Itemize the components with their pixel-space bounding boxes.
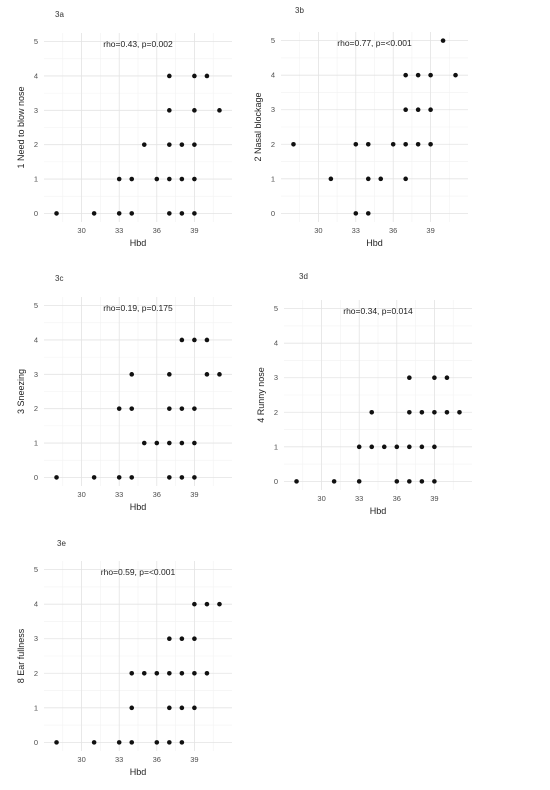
y-tick-label: 1: [33, 174, 38, 184]
y-tick-label: 0: [33, 472, 38, 482]
data-point: [332, 479, 337, 484]
data-point: [432, 410, 437, 415]
x-tick-label: 36: [389, 226, 398, 235]
scatter-plot-3e: [0, 524, 275, 790]
x-axis-title: Hbd: [129, 767, 147, 777]
y-axis-title: 2 Nasal blockage: [253, 92, 263, 162]
data-point: [129, 706, 134, 711]
panel-label-3c: 3c: [55, 274, 64, 283]
data-point: [129, 177, 134, 182]
data-point: [142, 671, 147, 676]
data-point: [205, 74, 210, 79]
data-point: [192, 706, 197, 711]
x-tick-label: 39: [190, 226, 199, 235]
data-point: [155, 177, 160, 182]
data-point: [366, 142, 371, 147]
data-point: [403, 107, 408, 112]
x-tick-label: 30: [77, 490, 86, 499]
data-point: [180, 475, 185, 480]
data-point: [167, 406, 172, 411]
y-axis-title: 4 Runny nose: [256, 367, 266, 423]
y-tick-label: 2: [273, 407, 278, 417]
data-point: [395, 445, 400, 450]
data-point: [407, 445, 412, 450]
y-tick-label: 2: [33, 668, 38, 678]
data-point: [54, 211, 59, 216]
data-point: [117, 406, 122, 411]
data-point: [167, 74, 172, 79]
data-point: [117, 740, 122, 745]
data-point: [407, 375, 412, 380]
y-axis-title: 3 Sneezing: [16, 368, 26, 415]
data-point: [217, 372, 222, 377]
data-point: [217, 108, 222, 113]
data-point: [192, 602, 197, 607]
data-point: [129, 372, 134, 377]
data-point: [167, 706, 172, 711]
data-point: [192, 74, 197, 79]
x-axis-title: Hbd: [129, 238, 147, 248]
panel-label-3a: 3a: [55, 10, 64, 19]
data-point: [192, 406, 197, 411]
panel-label-3e: 3e: [57, 539, 66, 548]
data-point: [391, 142, 396, 147]
y-tick-label: 5: [33, 37, 38, 47]
data-point: [357, 445, 362, 450]
data-point: [54, 475, 59, 480]
data-point: [357, 479, 362, 484]
data-point: [167, 211, 172, 216]
data-point: [155, 441, 160, 446]
data-point: [129, 406, 134, 411]
data-point: [217, 602, 222, 607]
data-point: [117, 177, 122, 182]
y-tick-label: 3: [33, 369, 38, 379]
data-point: [354, 211, 359, 216]
data-point: [403, 177, 408, 182]
data-point: [192, 636, 197, 641]
panel-3a: [0, 0, 275, 262]
data-point: [420, 445, 425, 450]
data-point: [117, 475, 122, 480]
correlation-annotation: rho=0.77, p=<0.001: [337, 38, 412, 48]
y-tick-label: 4: [273, 338, 278, 348]
y-tick-label: 4: [33, 71, 38, 81]
x-tick-label: 39: [190, 755, 199, 764]
data-point: [92, 475, 97, 480]
data-point: [403, 142, 408, 147]
x-tick-label: 33: [351, 226, 360, 235]
panel-3c: [0, 262, 275, 524]
data-point: [382, 445, 387, 450]
x-tick-label: 33: [115, 755, 124, 764]
x-axis-title: Hbd: [369, 506, 387, 516]
y-tick-label: 2: [33, 404, 38, 414]
data-point: [180, 142, 185, 147]
data-point: [155, 671, 160, 676]
data-point: [129, 740, 134, 745]
x-axis-title: Hbd: [366, 238, 383, 248]
data-point: [129, 475, 134, 480]
y-tick-label: 0: [273, 476, 278, 486]
panel-3b: [253, 0, 550, 262]
y-tick-label: 5: [33, 301, 38, 311]
data-point: [167, 636, 172, 641]
scatter-plot-3a: [0, 0, 275, 262]
data-point: [441, 38, 446, 43]
data-point: [180, 671, 185, 676]
data-point: [180, 706, 185, 711]
data-point: [205, 671, 210, 676]
x-axis-title: Hbd: [129, 502, 147, 512]
correlation-annotation: rho=0.43, p=0.002: [103, 39, 173, 49]
y-tick-label: 3: [270, 105, 275, 115]
scatter-plot-3c: [0, 262, 275, 524]
data-point: [167, 671, 172, 676]
data-point: [192, 177, 197, 182]
data-point: [155, 740, 160, 745]
data-point: [167, 441, 172, 446]
data-point: [395, 479, 400, 484]
x-tick-label: 33: [115, 490, 124, 499]
x-tick-label: 36: [152, 490, 161, 499]
data-point: [92, 740, 97, 745]
data-point: [420, 479, 425, 484]
y-tick-label: 3: [33, 105, 38, 115]
y-tick-label: 5: [33, 565, 38, 575]
data-point: [432, 479, 437, 484]
y-tick-label: 0: [33, 208, 38, 218]
data-point: [180, 211, 185, 216]
data-point: [167, 740, 172, 745]
data-point: [92, 211, 97, 216]
data-point: [180, 636, 185, 641]
x-tick-label: 30: [314, 226, 323, 235]
y-tick-label: 0: [33, 737, 38, 747]
data-point: [180, 740, 185, 745]
data-point: [180, 406, 185, 411]
data-point: [445, 410, 450, 415]
data-point: [192, 475, 197, 480]
x-tick-label: 36: [152, 755, 161, 764]
data-point: [453, 73, 458, 78]
data-point: [192, 671, 197, 676]
x-tick-label: 36: [152, 226, 161, 235]
data-point: [167, 142, 172, 147]
data-point: [129, 211, 134, 216]
data-point: [369, 410, 374, 415]
x-tick-label: 30: [317, 494, 326, 503]
data-point: [294, 479, 299, 484]
x-tick-label: 39: [426, 226, 435, 235]
x-tick-label: 33: [115, 226, 124, 235]
data-point: [445, 375, 450, 380]
data-point: [291, 142, 296, 147]
data-point: [407, 410, 412, 415]
data-point: [428, 142, 433, 147]
y-tick-label: 4: [33, 599, 38, 609]
data-point: [369, 445, 374, 450]
x-tick-label: 39: [190, 490, 199, 499]
data-point: [366, 211, 371, 216]
correlation-annotation: rho=0.19, p=0.175: [103, 303, 173, 313]
data-point: [192, 142, 197, 147]
data-point: [366, 177, 371, 182]
data-point: [167, 475, 172, 480]
y-tick-label: 0: [270, 208, 275, 218]
x-tick-label: 39: [430, 494, 439, 503]
x-tick-label: 36: [392, 494, 401, 503]
data-point: [432, 445, 437, 450]
y-tick-label: 5: [270, 36, 275, 46]
scatter-plot-3b: [253, 0, 550, 262]
y-tick-label: 1: [270, 174, 275, 184]
data-point: [354, 142, 359, 147]
data-point: [432, 375, 437, 380]
data-point: [180, 441, 185, 446]
data-point: [420, 410, 425, 415]
data-point: [167, 108, 172, 113]
data-point: [378, 177, 383, 182]
data-point: [428, 73, 433, 78]
data-point: [416, 107, 421, 112]
data-point: [142, 441, 147, 446]
y-tick-label: 2: [33, 140, 38, 150]
data-point: [167, 177, 172, 182]
y-tick-label: 4: [33, 335, 38, 345]
data-point: [167, 372, 172, 377]
data-point: [142, 142, 147, 147]
panel-label-3d: 3d: [299, 272, 308, 281]
data-point: [117, 211, 122, 216]
y-tick-label: 4: [270, 70, 275, 80]
data-point: [192, 108, 197, 113]
correlation-annotation: rho=0.59, p=<0.001: [100, 567, 176, 577]
y-tick-label: 2: [270, 139, 275, 149]
y-axis-title: 8 Ear fullness: [16, 628, 26, 684]
y-tick-label: 3: [33, 634, 38, 644]
data-point: [180, 338, 185, 343]
data-point: [428, 107, 433, 112]
data-point: [180, 177, 185, 182]
y-tick-label: 5: [273, 304, 278, 314]
scatter-plot-3d: [256, 262, 550, 524]
data-point: [416, 142, 421, 147]
x-tick-label: 30: [77, 755, 86, 764]
data-point: [205, 338, 210, 343]
panel-3d: [256, 262, 550, 524]
data-point: [192, 441, 197, 446]
data-point: [192, 211, 197, 216]
y-axis-title: 1 Need to blow nose: [16, 86, 26, 169]
data-point: [192, 338, 197, 343]
data-point: [416, 73, 421, 78]
data-point: [457, 410, 462, 415]
x-tick-label: 30: [77, 226, 86, 235]
data-point: [205, 372, 210, 377]
y-tick-label: 3: [273, 373, 278, 383]
data-point: [407, 479, 412, 484]
correlation-annotation: rho=0.34, p=0.014: [343, 306, 413, 316]
y-tick-label: 1: [273, 442, 278, 452]
panel-label-3b: 3b: [295, 6, 304, 15]
x-tick-label: 33: [355, 494, 364, 503]
data-point: [54, 740, 59, 745]
data-point: [129, 671, 134, 676]
panel-3e: [0, 524, 275, 790]
data-point: [329, 177, 334, 182]
data-point: [403, 73, 408, 78]
y-tick-label: 1: [33, 703, 38, 713]
y-tick-label: 1: [33, 438, 38, 448]
data-point: [205, 602, 210, 607]
